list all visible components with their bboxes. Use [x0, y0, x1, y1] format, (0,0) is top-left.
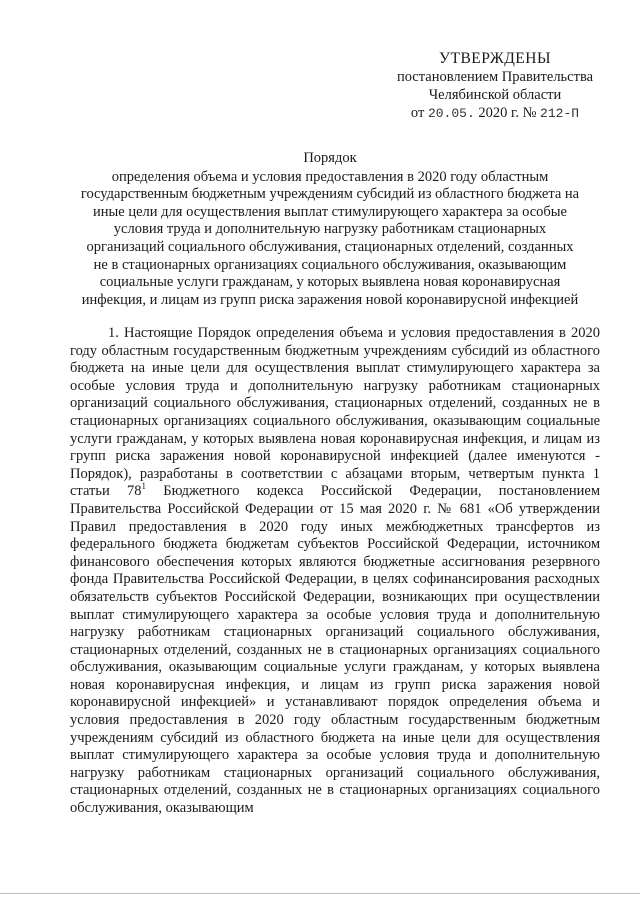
paragraph-1-part-1: 1. Настоящие Порядок определения объема и условия предоставления в 2020 году областным государственным бюджетным учреждениям субсидий из областного бюджета на иные цели для осуществления выплат стимулирующего характера за особые условия труда и дополнительную нагрузку работникам стационарных организаций социального обслуживания, стационарных отделений, созданных не в стационарных организациях социального обслуживания, оказывающим социальные услуги гражданам, у которых выявлена новая коронавирусная инфекция, и лицам из групп риска заражения новой коронавирусной инфекцией (далее именуются - Порядок), разработаны в соответствии с абзацами вторым, четвертым пункта 1 статьи 78: [70, 325, 600, 500]
title-line: государственным бюджетным учреждениям субсидий из областного бюджета на: [80, 186, 580, 203]
article-superscript: 1: [141, 481, 146, 492]
date-year: 2020 г. №: [478, 105, 537, 121]
title-line: определения объема и условия предоставления в 2020 году областным: [111, 168, 549, 185]
title-line: условия труда и дополнительную нагрузку работникам стационарных: [113, 221, 547, 238]
approval-date-line: [380, 104, 610, 123]
approval-heading: УТВЕРЖДЕНЫ: [439, 50, 551, 67]
approval-line-2: Челябинской области: [428, 87, 562, 103]
date-day: 20.05.: [427, 106, 475, 121]
title-line: инфекция, и лицам из групп риска заражения новой коронавирусной инфекцией: [81, 291, 579, 308]
title-line: социальные услуги гражданам, у которых выявлена новая коронавирусная: [99, 274, 561, 291]
decree-number: 212-П: [540, 106, 580, 121]
document-title: [70, 150, 590, 309]
title-line: организаций социального обслуживания, стационарных отделений, созданных: [86, 238, 574, 255]
paragraph-1: [70, 325, 600, 818]
paragraph-1-part-2: Бюджетного кодекса Российской Федерации, постановлением Правительства Российской Федерации от 15 мая 2020 г. № 681 «Об утверждении Правил предоставления в 2020 году иных межбюджетных трансфертов из федерального бюджета бюджетам субъектов Российской Федерации, источником финансового обеспечения которых являются бюджетные ассигнования резервного фонда Правительства Российской Федерации, в целях софинансирования расходных обязательств субъектов Российской Федерации, возникающих при осуществлении выплат стимулирующего характера за особые условия труда и дополнительную нагрузку работникам стационарных организаций социального обслуживания, стационарных отделений, созданных не в стационарных организациях социального обслуживания, оказывающим социальные услуги гражданам, у которых выявлена новая коронавирусная инфекция, и лицам из групп риска заражения новой коронавирусной инфекцией» и устанавливают порядок определения объема и условия предоставления в 2020 году областным государственным бюджетным учреждениям субсидий из областного бюджета на иные цели для осуществления выплат стимулирующего характера за особые условия труда и дополнительную нагрузку работникам стационарных организаций социального обслуживания, стационарных отделений, созданных не в стационарных организациях социального обслуживания, оказывающим: [70, 483, 600, 817]
date-prefix: от: [410, 105, 425, 121]
title-name: Порядок: [303, 150, 357, 166]
title-line: не в стационарных организациях социального обслуживания, оказывающим: [93, 256, 567, 273]
approval-line-1: постановлением Правительства: [396, 69, 594, 85]
page-bottom-divider: [0, 893, 640, 894]
title-line: иные цели для осуществления выплат стимулирующего характера за особые: [93, 203, 567, 220]
approval-stamp: [380, 50, 610, 123]
